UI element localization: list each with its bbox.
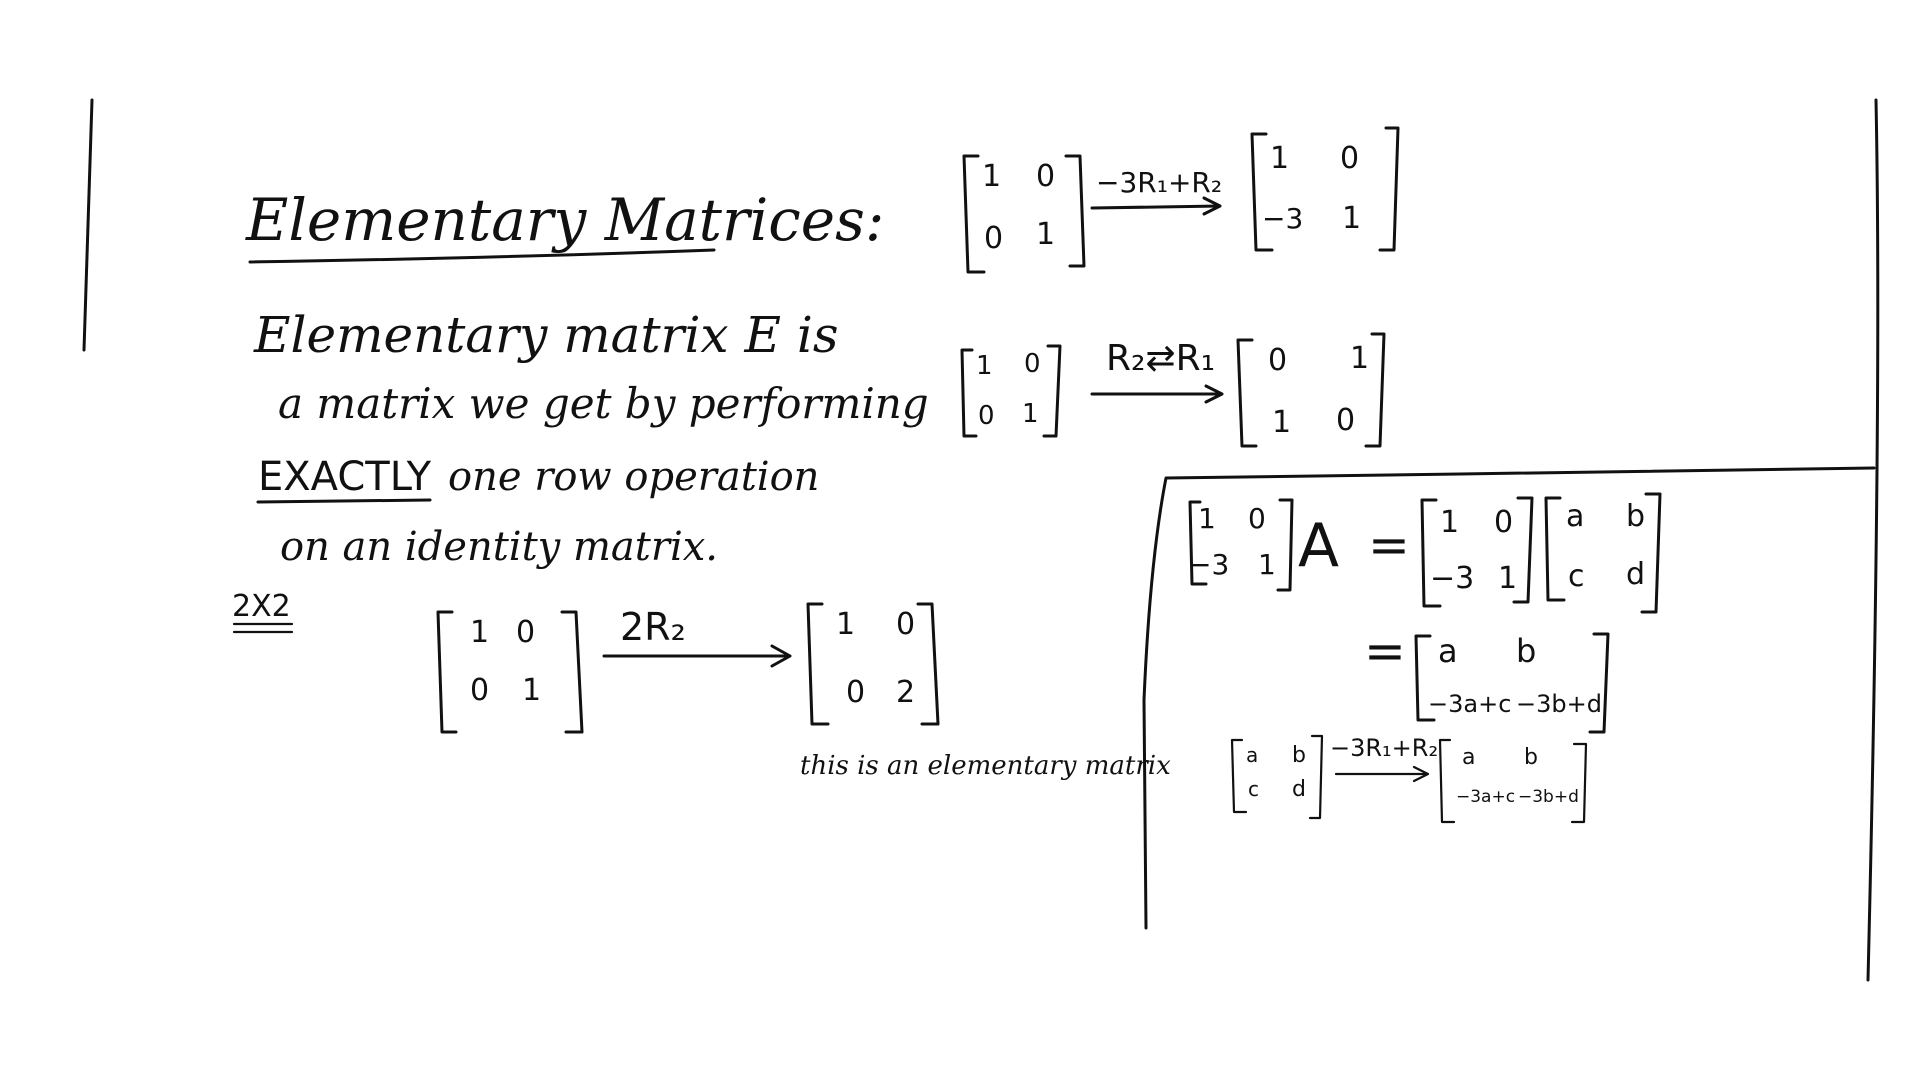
left-bracket	[962, 350, 976, 436]
definition-line-1: Elementary matrix E is	[254, 306, 839, 364]
matrix-entry: a	[1566, 499, 1585, 534]
matrix-entry: −3a+c	[1456, 787, 1516, 807]
matrix-entry: 1	[976, 351, 993, 381]
right-bracket	[1044, 346, 1060, 436]
operation-label: −3R₁+R₂	[1096, 166, 1223, 199]
matrix-entry: 1	[522, 673, 542, 708]
row-operation-check	[1232, 734, 1586, 822]
example-replace	[964, 128, 1398, 272]
matrix-entry: d	[1292, 777, 1306, 802]
matrix-entry: d	[1626, 557, 1646, 592]
matrix-entry: a	[1462, 745, 1476, 770]
left-bracket	[1232, 740, 1246, 812]
arrow	[1092, 198, 1220, 214]
matrix-entry: −3b+d	[1516, 690, 1602, 718]
matrix-entry: b	[1524, 745, 1538, 770]
matrix-entry: 0	[470, 673, 490, 708]
matrix-entry: a	[1246, 743, 1259, 767]
example-swap	[962, 334, 1384, 446]
matrix-entry: 1	[1342, 201, 1362, 236]
matrix-entry: 0	[1248, 502, 1266, 535]
matrix-entry: 0	[896, 607, 916, 642]
matrix-entry: 1	[1022, 399, 1039, 429]
matrix-entry: 0	[1036, 159, 1056, 194]
matrix-entry: c	[1568, 559, 1585, 594]
right-board-edge	[1868, 100, 1878, 980]
matrix-entry: 2	[896, 675, 916, 710]
right-bracket	[1572, 744, 1586, 822]
size-label: 2X2	[232, 589, 291, 624]
matrix-entry: b	[1292, 743, 1306, 768]
operation-label: −3R₁+R₂	[1330, 734, 1439, 762]
definition-line-3: one row operation	[448, 454, 820, 500]
right-bracket	[1380, 128, 1398, 250]
matrix-entry: −3b+d	[1518, 787, 1579, 807]
definition-exactly: EXACTLY	[258, 454, 432, 500]
right-bracket	[1310, 736, 1322, 818]
product-box	[1188, 494, 1660, 822]
matrix-entry: −3a+c	[1428, 690, 1512, 718]
elementary-caption: this is an elementary matrix	[800, 751, 1171, 781]
matrix-entry: 0	[1340, 141, 1360, 176]
right-bracket	[918, 604, 938, 724]
matrix-entry: 1	[1272, 405, 1292, 440]
operation-label: 2R₂	[620, 605, 686, 649]
left-bracket	[1440, 740, 1454, 822]
operation-label: R₂⇄R₁	[1106, 338, 1216, 379]
matrix-entry: 0	[978, 401, 995, 431]
arrow	[1092, 386, 1222, 402]
example-scale	[438, 604, 1171, 781]
matrix-entry: 0	[984, 221, 1004, 256]
matrix-entry: 0	[1336, 403, 1356, 438]
equals-sign: =	[1364, 622, 1406, 680]
exactly-underline	[258, 500, 430, 502]
left-bracket	[808, 604, 828, 724]
matrix-entry: b	[1626, 499, 1646, 534]
matrix-entry: c	[1248, 777, 1259, 801]
right-bracket	[1066, 156, 1084, 266]
definition-line-2: a matrix we get by performing	[278, 379, 929, 428]
matrix-entry: −3	[1188, 548, 1230, 581]
matrix-entry: 1	[1498, 561, 1518, 596]
left-bracket	[1546, 498, 1564, 600]
matrix-entry: 1	[1258, 548, 1276, 581]
left-bracket	[964, 156, 984, 272]
right-bracket	[1278, 500, 1292, 590]
matrix-entry: −3	[1262, 202, 1304, 235]
matrix-entry: a	[1438, 632, 1458, 670]
matrix-entry: 0	[1024, 349, 1041, 379]
matrix-entry: 1	[1350, 341, 1370, 376]
matrix-entry: 1	[1440, 505, 1460, 540]
left-bracket	[438, 612, 456, 732]
matrix-entry: 1	[836, 607, 856, 642]
matrix-entry: 0	[1268, 343, 1288, 378]
matrix-entry: 0	[846, 675, 866, 710]
left-board-edge	[84, 100, 92, 350]
matrix-entry: 1	[1270, 141, 1290, 176]
arrow	[1336, 767, 1428, 781]
matrix-entry: b	[1516, 632, 1537, 670]
matrix-entry: 1	[1036, 217, 1056, 252]
matrix-entry: 0	[1494, 505, 1514, 540]
left-bracket	[1238, 340, 1256, 446]
arrow	[604, 646, 790, 666]
equals-sign: =	[1368, 516, 1410, 574]
matrix-entry: 1	[470, 615, 490, 650]
page-title: Elementary Matrices:	[246, 186, 885, 254]
definition-line-4: on an identity matrix.	[280, 524, 719, 570]
right-bracket	[562, 612, 582, 732]
matrix-entry: 0	[516, 615, 536, 650]
matrix-entry: 1	[982, 159, 1002, 194]
matrix-entry: −3	[1430, 561, 1475, 596]
matrix-a-label: A	[1298, 511, 1340, 581]
matrix-entry: 1	[1198, 502, 1216, 535]
